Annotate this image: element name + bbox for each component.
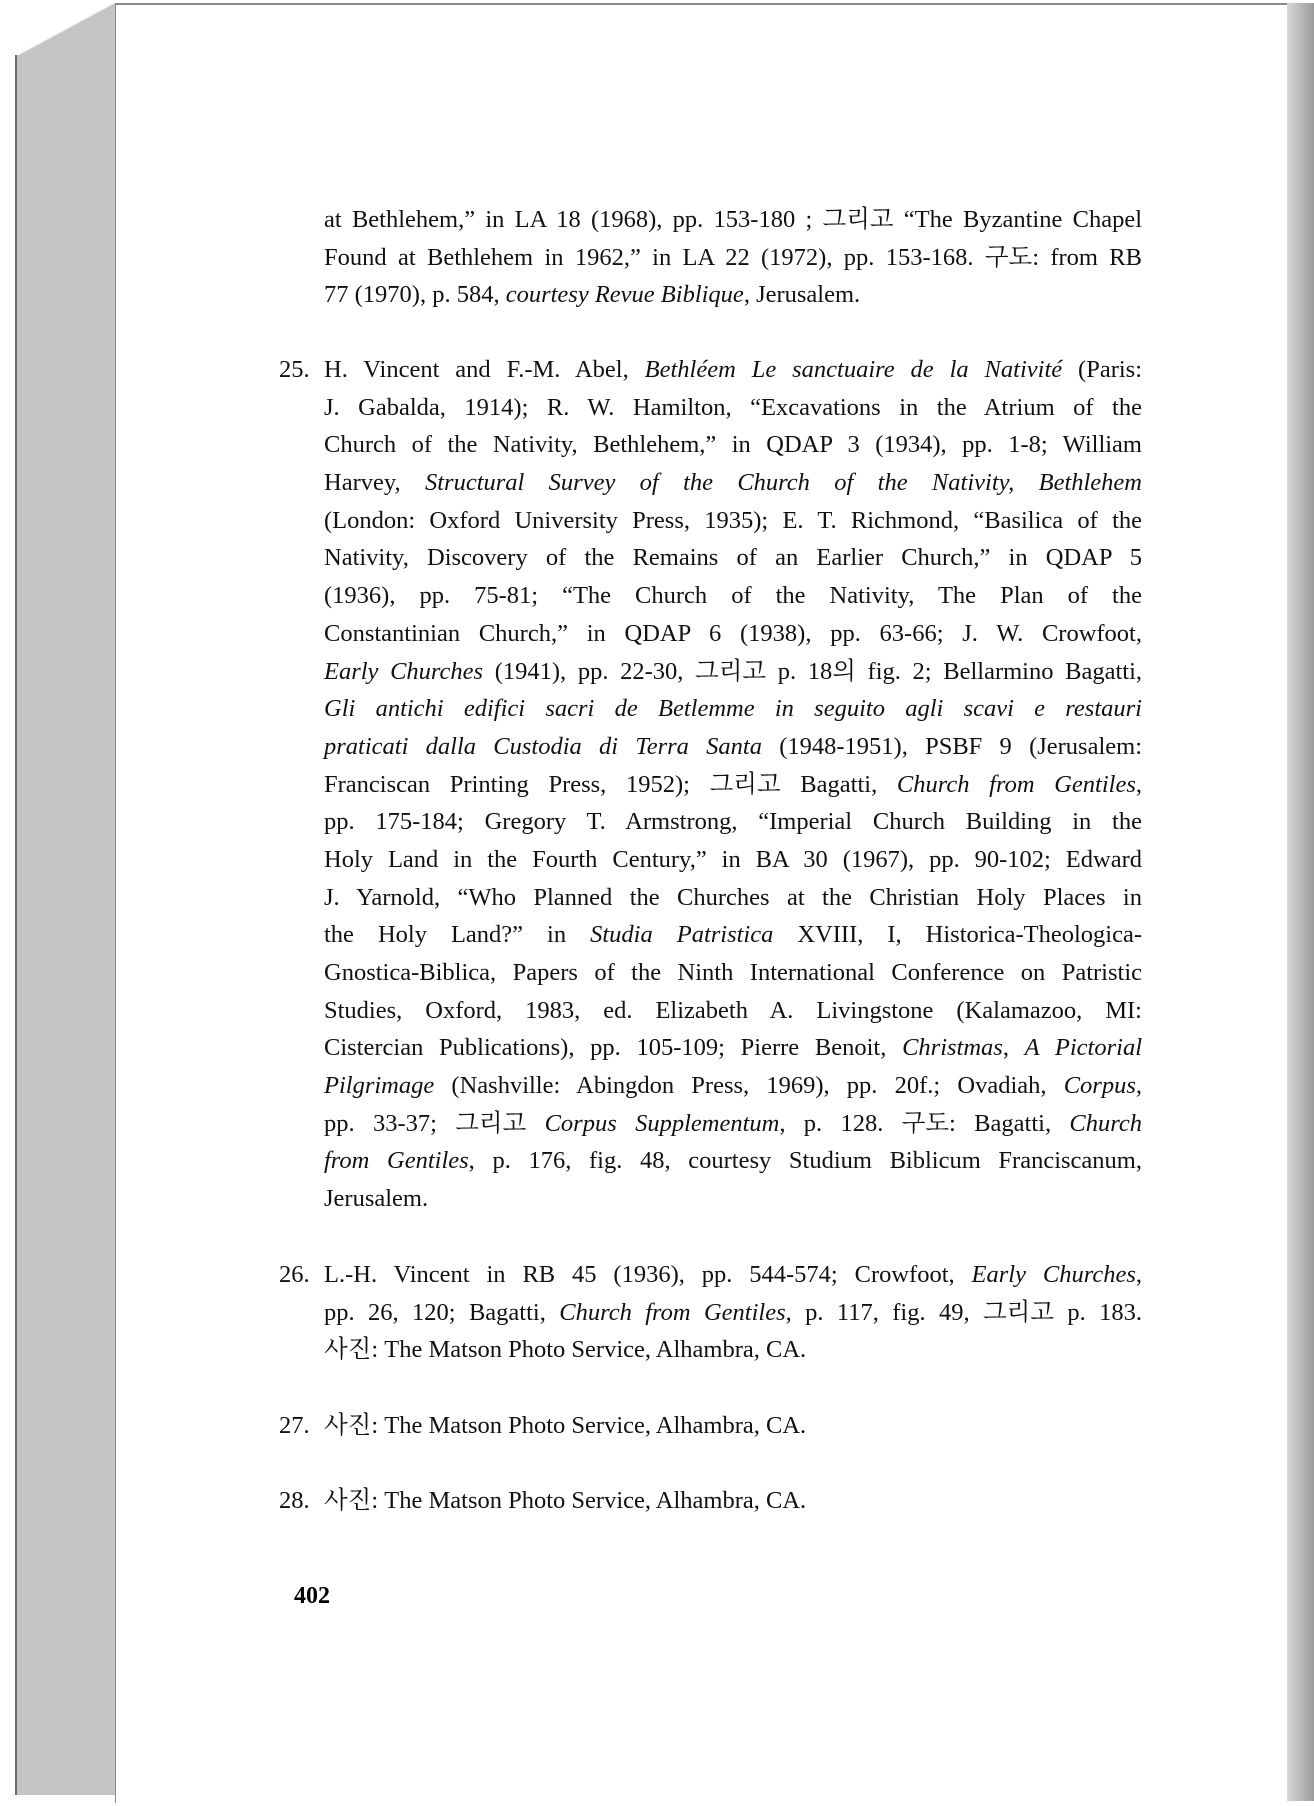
text-line <box>324 1407 1142 1445</box>
text-line <box>324 1180 1142 1218</box>
text-segment: pp. 33-37; 그리고 <box>324 1109 545 1137</box>
endnote <box>279 351 1143 1218</box>
italic-title: Studia Patristica <box>590 921 774 949</box>
page-right-shadow <box>1287 3 1314 1801</box>
italic-title: Structural Survey of the Church of the Nativity, Bethlehem <box>424 469 1143 497</box>
text-segment: , p. 117, fig. 49, 그리고 p. 183. <box>785 1298 1142 1326</box>
text-line <box>324 615 1142 653</box>
book-spine-edge <box>15 55 117 1795</box>
text-segment: (1941), pp. 22-30, 그리고 p. 18의 fig. 2; Bellarmino Bagatti, <box>483 657 1143 685</box>
text-line <box>324 426 1142 464</box>
text-segment: 77 (1970), p. 584, <box>324 281 506 309</box>
italic-title: Pilgrimage <box>324 1072 435 1100</box>
endnote-number: 26. <box>279 1261 310 1288</box>
text-line <box>324 239 1142 277</box>
text-segment: Found at Bethlehem in 1962,” in LA 22 (1972), pp. 153-168. 구도: from RB <box>324 243 1142 271</box>
endnote-number: 28. <box>279 1487 310 1514</box>
text-segment: , Jerusalem. <box>743 281 861 309</box>
text-segment: XVIII, I, Historica-Theologica- <box>773 921 1142 949</box>
text-line <box>324 1482 1142 1520</box>
text-segment: Jerusalem. <box>324 1185 429 1213</box>
text-segment: 사진: The Matson Photo Service, Alhambra, CA. <box>324 1412 807 1439</box>
text-segment: L.-H. Vincent in RB 45 (1936), pp. 544-574; Crowfoot, <box>324 1261 972 1288</box>
italic-title: Corpus <box>1063 1072 1136 1100</box>
text-line <box>324 389 1142 427</box>
text-line <box>324 1331 1142 1369</box>
text-line <box>324 276 1142 314</box>
endnote-number: 25. <box>279 356 310 383</box>
text-line <box>324 954 1142 992</box>
text-segment: , p. 176, fig. 48, courtesy Studium Biblicum Franciscanum, <box>468 1147 1142 1175</box>
text-segment: (Nashville: Abingdon Press, 1969), pp. 20f.; Ovadiah, <box>434 1072 1064 1100</box>
text-segment: , <box>1135 770 1142 798</box>
italic-title: Church from Gentiles <box>896 770 1136 798</box>
text-segment: , <box>1135 1261 1142 1288</box>
text-line <box>324 1029 1142 1067</box>
text-line <box>324 992 1142 1030</box>
italic-title: Church <box>1069 1109 1142 1137</box>
text-segment: the Holy Land?” in <box>324 921 591 949</box>
italic-title: Church from Gentiles <box>559 1298 786 1326</box>
text-line <box>324 201 1142 239</box>
endnote <box>279 1407 1142 1445</box>
endnote <box>279 1482 1142 1520</box>
text-line <box>324 841 1142 879</box>
italic-title: Gli antichi edifici sacri de Betlemme in seguito agli scavi e restauri <box>324 695 1142 723</box>
text-segment: at Bethlehem,” in LA 18 (1968), pp. 153-180 ; 그리고 “The Byzantine Chapel <box>324 206 1142 233</box>
text-segment: Studies, Oxford, 1983, ed. Elizabeth A. Livingstone (Kalamazoo, MI: <box>324 996 1142 1024</box>
text-segment: (Paris: <box>1062 356 1143 383</box>
text-segment: Franciscan Printing Press, 1952); 그리고 Bagatti, <box>324 770 897 798</box>
text-line <box>324 766 1142 804</box>
text-segment: Holy Land in the Fourth Century,” in BA 30 (1967), pp. 90-102; Edward <box>324 845 1142 873</box>
text-line <box>324 690 1142 728</box>
text-line <box>324 728 1142 766</box>
text-segment: J. Gabalda, 1914); R. W. Hamilton, “Excavations in the Atrium of the <box>324 393 1142 421</box>
text-line <box>324 879 1142 917</box>
text-segment: Gnostica-Biblica, Papers of the Ninth International Conference on Patristic <box>324 959 1142 986</box>
book-edge-top <box>15 3 115 57</box>
italic-title: from Gentiles <box>324 1147 469 1175</box>
text-segment: (London: Oxford University Press, 1935); E. T. Richmond, “Basilica of the <box>324 506 1142 534</box>
text-segment: Harvey, <box>324 469 425 497</box>
page-number: 402 <box>294 1583 330 1609</box>
text-segment: , p. 128. 구도: Bagatti, <box>779 1109 1070 1137</box>
text-segment: J. Yarnold, “Who Planned the Churches at the Christian Holy Places in <box>324 883 1142 911</box>
text-line <box>324 1067 1142 1105</box>
text-segment: Nativity, Discovery of the Remains of an Earlier Church,” in QDAP 5 <box>324 544 1142 572</box>
text-segment: pp. 26, 120; Bagatti, <box>324 1298 560 1326</box>
text-line <box>324 653 1142 691</box>
text-line <box>324 916 1142 954</box>
text-segment: Constantinian Church,” in QDAP 6 (1938), pp. 63-66; J. W. Crowfoot, <box>324 619 1142 647</box>
text-segment: (1948-1951), PSBF 9 (Jerusalem: <box>761 732 1142 760</box>
endnote <box>324 201 1142 314</box>
text-segment: , <box>1002 1034 1025 1062</box>
italic-title: Early Churches <box>324 657 484 685</box>
text-line <box>324 464 1142 502</box>
text-line <box>324 803 1142 841</box>
italic-title: Christmas <box>902 1034 1003 1062</box>
text-segment: 사진: The Matson Photo Service, Alhambra, CA. <box>324 1487 807 1514</box>
italic-title: courtesy Revue Biblique <box>505 281 744 309</box>
text-line <box>324 502 1142 540</box>
text-segment: 사진: The Matson Photo Service, Alhambra, CA. <box>324 1336 807 1364</box>
text-segment: (1936), pp. 75-81; “The Church of the Nativity, The Plan of the <box>324 582 1142 610</box>
italic-title: Early Churches <box>971 1261 1136 1288</box>
text-line <box>324 1142 1142 1180</box>
endnote-number: 27. <box>279 1412 310 1439</box>
text-segment: pp. 175-184; Gregory T. Armstrong, “Imperial Church Building in the <box>324 808 1142 836</box>
text-segment: , <box>1135 1072 1142 1100</box>
text-line <box>324 351 1142 389</box>
text-segment: Cistercian Publications), pp. 105-109; Pierre Benoit, <box>324 1034 903 1062</box>
endnote <box>279 1256 1142 1369</box>
italic-title: A Pictorial <box>1024 1034 1143 1062</box>
text-line <box>324 1256 1142 1294</box>
italic-title: Bethléem Le sanctuaire de la Nativité <box>644 356 1063 383</box>
text-line <box>324 1105 1142 1143</box>
text-line <box>324 577 1142 615</box>
italic-title: Corpus Supplementum <box>544 1109 780 1137</box>
text-segment: Church of the Nativity, Bethlehem,” in QDAP 3 (1934), pp. 1-8; William <box>324 431 1142 459</box>
text-segment: H. Vincent and F.-M. Abel, <box>324 356 645 383</box>
text-line <box>324 1294 1142 1332</box>
italic-title: praticati dalla Custodia di Terra Santa <box>324 732 762 760</box>
text-line <box>324 539 1142 577</box>
